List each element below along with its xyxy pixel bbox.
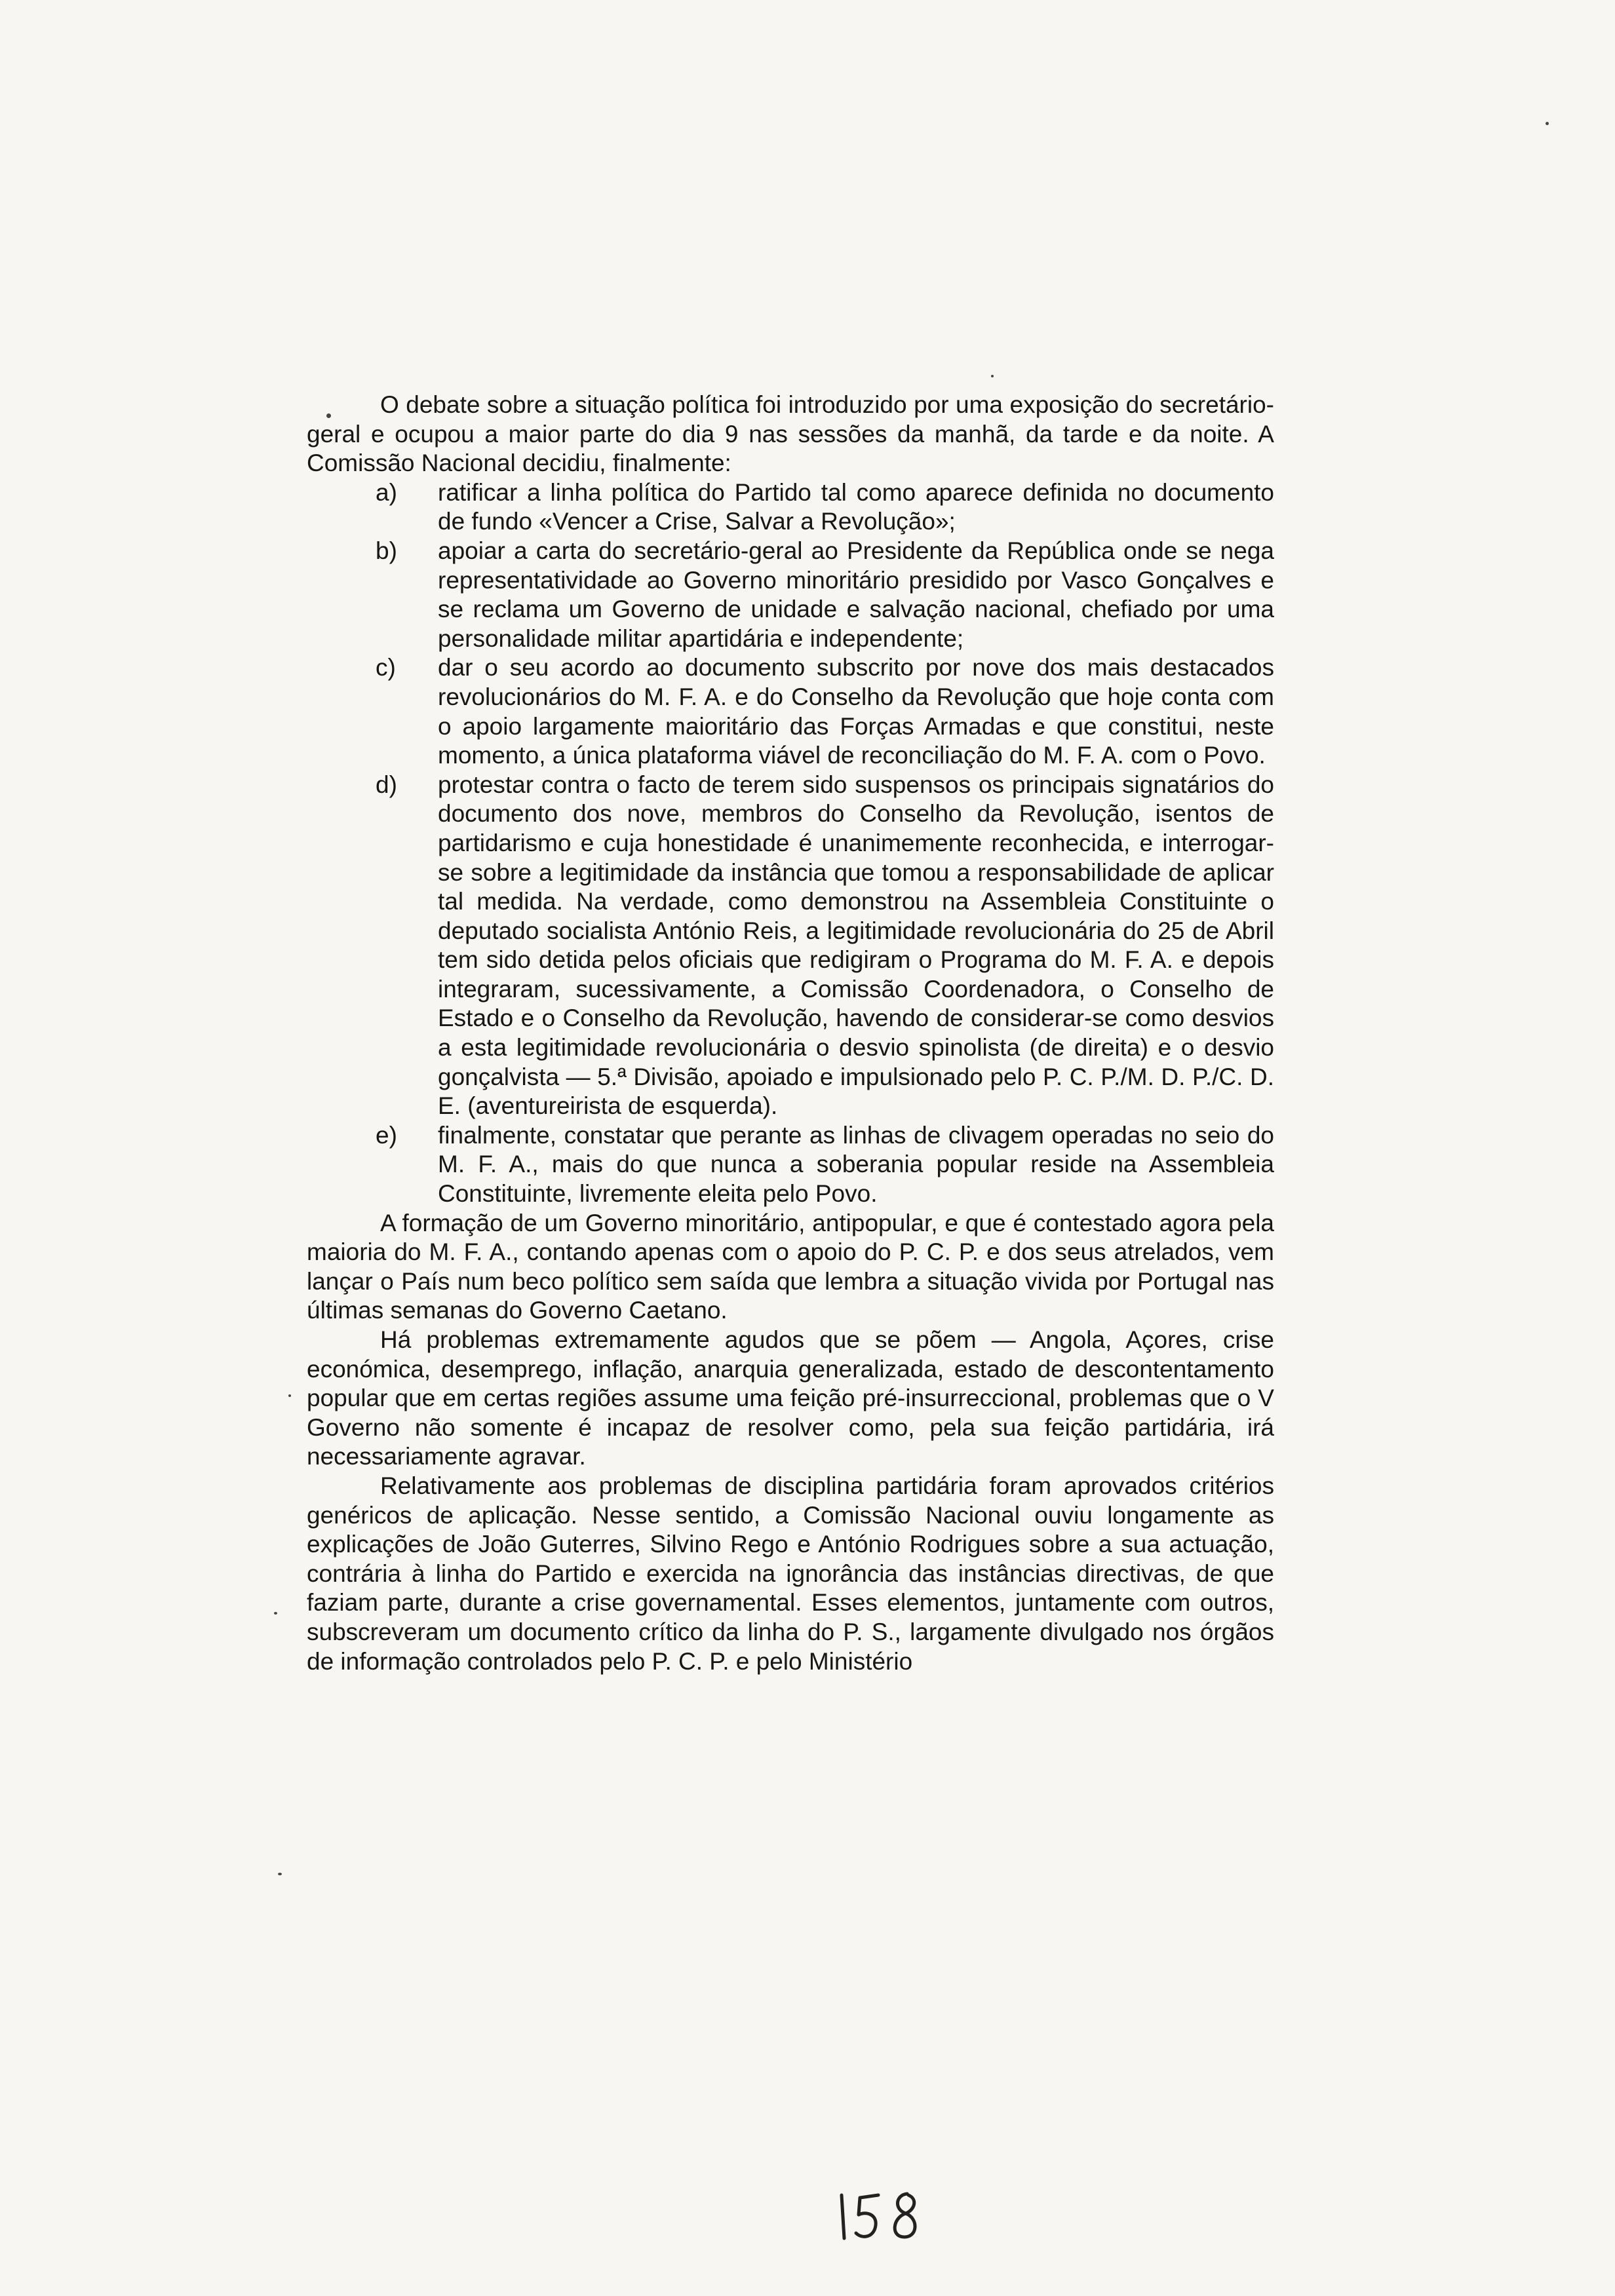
item-label: b) bbox=[376, 537, 397, 564]
item-label: c) bbox=[376, 654, 396, 681]
item-text: ratificar a linha política do Partido tal como aparece definida no documento de fundo «Vencer a Crise, Salvar a Revolução»; bbox=[438, 478, 1274, 535]
body-text bbox=[307, 391, 1274, 1676]
scan-speck bbox=[991, 375, 994, 377]
paragraph-governo: A formação de um Governo minoritário, antipopular, e que é contestado agora pela maioria do M. F. A., contando apenas com o apoio do P. C. P. e dos seus atrelados, vem lançar o País num beco político sem saída que lembra a situação vivida por Portugal nas últimas semanas do Governo Caetano. bbox=[307, 1209, 1274, 1324]
item-text: finalmente, constatar que perante as linhas de clivagem operadas no seio do M. F. A., mais do que nunca a soberania popular reside na Assembleia Constituinte, livremente eleita pelo Povo. bbox=[438, 1121, 1274, 1208]
scan-speck bbox=[326, 413, 331, 418]
item-label: e) bbox=[376, 1121, 397, 1149]
paragraph-disciplina: Relativamente aos problemas de disciplina partidária foram aprovados critérios genéricos de aplicação. Nesse sentido, a Comissão Nacional ouviu longamente as explicações de João Guterres, Silvino Rego e António Rodrigues sobre a sua actuação, contrária à linha do Partido e exercida na ignorância das instâncias directivas, de que faziam parte, durante a crise governamental. Esses elementos, juntamente com outros, subscreveram um documento crítico da linha do P. S., largamente divulgado nos órgãos de informação controlados pelo P. C. P. e pelo Ministério bbox=[307, 1472, 1274, 1675]
list-item-e bbox=[307, 1121, 1274, 1209]
item-label: a) bbox=[376, 478, 397, 506]
scan-speck bbox=[274, 1612, 277, 1615]
item-text: apoiar a carta do secretário-geral ao Presidente da República onde se nega representatividade ao Governo minoritário presidido por Vasco Gonçalves e se reclama um Governo de unidade e salvação nacional, chefiado por uma personalidade militar apartidária e independente; bbox=[438, 537, 1274, 652]
scan-speck bbox=[1546, 122, 1549, 125]
list-item-b bbox=[307, 537, 1274, 653]
item-text: protestar contra o facto de terem sido suspensos os principais signatários do documento dos nove, membros do Conselho da Revolução, isentos de partidarismo e cuja honestidade é unanimemente reconhecida, e interrogar-se sobre a legitimidade da instância que tomou a responsabilidade de aplicar tal medida. Na verdade, como demonstrou na Assembleia Constituinte o deputado socialista António Reis, a legitimidade revolucionária do 25 de Abril tem sido detida pelos oficiais que redigiram o Programa do M. F. A. e depois integraram, sucessivamente, a Comissão Coordenadora, o Conselho de Estado e o Conselho da Revolução, havendo de considerar-se como desvios a esta legitimidade revolucionária o desvio spinolista (de direita) e o desvio gonçalvista — 5.ª Divisão, apoiado e impulsionado pelo P. C. P./M. D. P./C. D. E. (aventureirista de esquerda). bbox=[438, 771, 1274, 1120]
intro-paragraph: O debate sobre a situação política foi introduzido por uma exposição do secretário-geral e ocupou a maior parte do dia 9 nas sessões da manhã, da tarde e da noite. A Comissão Nacional decidiu, finalmente: bbox=[307, 391, 1274, 477]
handwritten-page-number bbox=[827, 2175, 932, 2254]
list-item-c bbox=[307, 653, 1274, 770]
item-text: dar o seu acordo ao documento subscrito por nove dos mais destacados revolucionários do M. F. A. e do Conselho da Revolução que hoje conta com o apoio largamente maioritário das Forças Armadas e que constitui, neste momento, a única plataforma viável de reconciliação do M. F. A. com o Povo. bbox=[438, 654, 1274, 769]
item-label: d) bbox=[376, 771, 397, 798]
scan-speck bbox=[288, 1394, 291, 1397]
scan-speck bbox=[278, 1873, 282, 1875]
list-item-a bbox=[307, 478, 1274, 537]
list-item-d bbox=[307, 771, 1274, 1121]
paragraph-problemas: Há problemas extremamente agudos que se põem — Angola, Açores, crise económica, desemprego, inflação, anarquia generalizada, estado de descontentamento popular que em certas regiões assume uma feição pré-insurreccional, problemas que o V Governo não somente é incapaz de resolver como, pela sua feição partidária, irá necessariamente agravar. bbox=[307, 1326, 1274, 1470]
